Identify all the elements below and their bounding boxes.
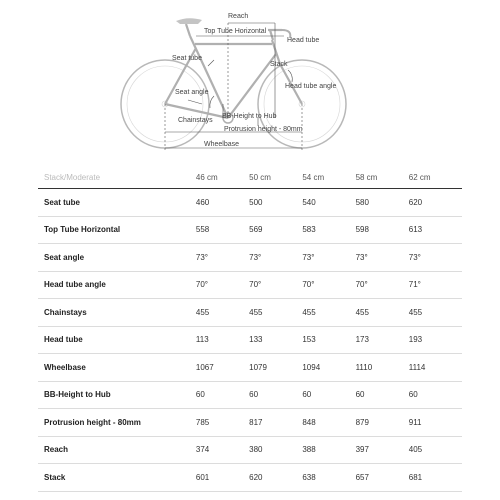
- table-cell: 70°: [196, 271, 249, 299]
- label-head-tube-angle: Head tube angle: [285, 83, 337, 90]
- label-seat-angle: Seat angle: [175, 89, 209, 96]
- row-label: Stack: [38, 464, 196, 492]
- table-cell: 1114: [409, 354, 462, 382]
- table-cell: 681: [409, 464, 462, 492]
- table-cell: 1079: [249, 354, 302, 382]
- table-row: [38, 271, 462, 299]
- table-cell: 71°: [409, 271, 462, 299]
- table-cell: 613: [409, 216, 462, 244]
- row-label: Seat tube: [38, 189, 196, 217]
- table-cell: 70°: [302, 271, 355, 299]
- table-cell: 73°: [302, 244, 355, 272]
- table-cell: 70°: [249, 271, 302, 299]
- table-cell: 879: [356, 409, 409, 437]
- table-cell: 73°: [356, 244, 409, 272]
- table-cell: 638: [302, 464, 355, 492]
- bike-geometry-diagram: [0, 0, 500, 160]
- table-cell: 455: [302, 299, 355, 327]
- table-row: [38, 409, 462, 437]
- table-cell: 73°: [249, 244, 302, 272]
- table-cell: 455: [249, 299, 302, 327]
- table-cell: 173: [356, 326, 409, 354]
- row-label: Head tube: [38, 326, 196, 354]
- table-cell: 133: [249, 326, 302, 354]
- row-label: BB-Height to Hub: [38, 381, 196, 409]
- table-row: [38, 189, 462, 217]
- table-cell: 455: [409, 299, 462, 327]
- table-cell: 73°: [196, 244, 249, 272]
- table-row: [38, 354, 462, 382]
- table-row: [38, 244, 462, 272]
- table-row: [38, 299, 462, 327]
- table-row: [38, 464, 462, 492]
- size-header: 62 cm: [409, 166, 462, 189]
- label-protrusion: Protrusion height - 80mm: [224, 126, 303, 133]
- table-cell: 598: [356, 216, 409, 244]
- table-cell: 70°: [356, 271, 409, 299]
- table-cell: 388: [302, 436, 355, 464]
- table-cell: 911: [409, 409, 462, 437]
- table-cell: 1067: [196, 354, 249, 382]
- table-cell: 397: [356, 436, 409, 464]
- label-stack: Stack: [270, 61, 288, 68]
- label-chainstays: Chainstays: [178, 117, 213, 124]
- size-header: 50 cm: [249, 166, 302, 189]
- table-cell: 60: [409, 381, 462, 409]
- table-cell: 817: [249, 409, 302, 437]
- table-cell: 405: [409, 436, 462, 464]
- label-bb-height: BB-Height to Hub: [222, 113, 277, 120]
- table-cell: 785: [196, 409, 249, 437]
- table-cell: 60: [302, 381, 355, 409]
- table-cell: 500: [249, 189, 302, 217]
- table-cell: 1094: [302, 354, 355, 382]
- table-header-row: [38, 166, 462, 189]
- table-cell: 60: [196, 381, 249, 409]
- table-body: [38, 189, 462, 492]
- table-cell: 455: [196, 299, 249, 327]
- table-cell: 455: [356, 299, 409, 327]
- table-cell: 153: [302, 326, 355, 354]
- table-cell: 540: [302, 189, 355, 217]
- table-cell: 848: [302, 409, 355, 437]
- label-wheelbase: Wheelbase: [204, 141, 240, 148]
- table-cell: 460: [196, 189, 249, 217]
- table-row: [38, 436, 462, 464]
- table-row: [38, 326, 462, 354]
- table-cell: 380: [249, 436, 302, 464]
- row-label: Protrusion height - 80mm: [38, 409, 196, 437]
- size-header: 46 cm: [196, 166, 249, 189]
- table-cell: 374: [196, 436, 249, 464]
- table-cell: 1110: [356, 354, 409, 382]
- label-reach: Reach: [228, 13, 249, 20]
- table-cell: 60: [249, 381, 302, 409]
- table-cell: 620: [409, 189, 462, 217]
- label-seat-tube: Seat tube: [172, 55, 202, 62]
- table-cell: 558: [196, 216, 249, 244]
- label-head-tube: Head tube: [287, 37, 320, 44]
- table-cell: 601: [196, 464, 249, 492]
- bike-frame: [165, 24, 302, 118]
- model-label: Stack/Moderate: [38, 166, 196, 189]
- size-header: 58 cm: [356, 166, 409, 189]
- table-cell: 569: [249, 216, 302, 244]
- row-label: Seat angle: [38, 244, 196, 272]
- geometry-table: [38, 166, 462, 492]
- size-header: 54 cm: [302, 166, 355, 189]
- table-row: [38, 381, 462, 409]
- row-label: Head tube angle: [38, 271, 196, 299]
- table-cell: 583: [302, 216, 355, 244]
- saddle: [176, 18, 202, 24]
- label-top-tube-horizontal: Top Tube Horizontal: [204, 28, 267, 35]
- table-cell: 113: [196, 326, 249, 354]
- table-cell: 73°: [409, 244, 462, 272]
- row-label: Wheelbase: [38, 354, 196, 382]
- table-cell: 580: [356, 189, 409, 217]
- table-cell: 657: [356, 464, 409, 492]
- table-cell: 620: [249, 464, 302, 492]
- table-row: [38, 216, 462, 244]
- table-cell: 60: [356, 381, 409, 409]
- table-cell: 193: [409, 326, 462, 354]
- row-label: Chainstays: [38, 299, 196, 327]
- row-label: Top Tube Horizontal: [38, 216, 196, 244]
- row-label: Reach: [38, 436, 196, 464]
